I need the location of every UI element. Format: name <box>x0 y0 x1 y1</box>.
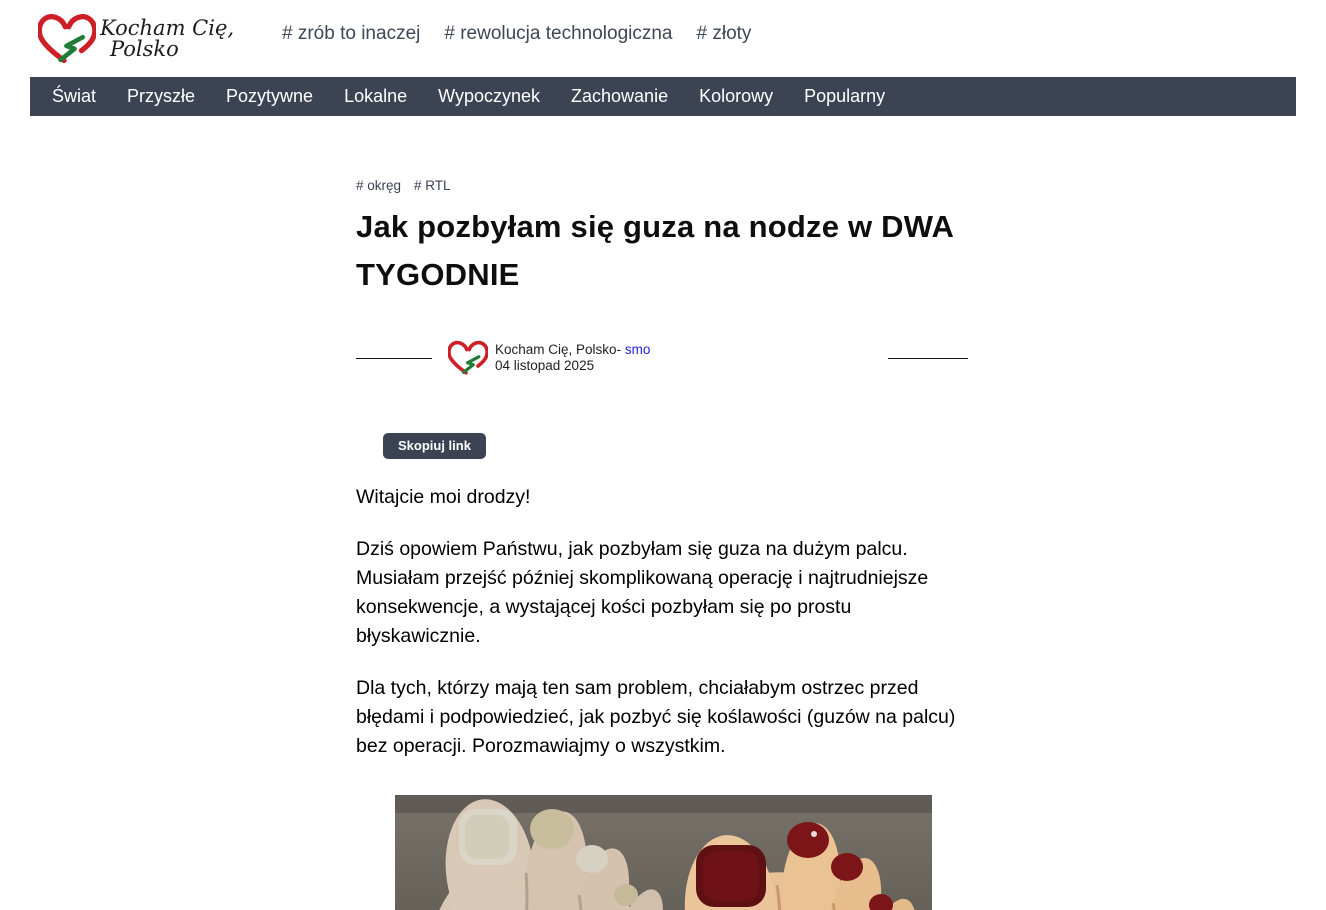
nav-item-pozytywne[interactable]: Pozytywne <box>226 86 314 106</box>
nav-item-wypoczynek[interactable]: Wypoczynek <box>438 86 541 106</box>
header-link-zloty[interactable]: # złoty <box>696 22 752 44</box>
site-header <box>0 0 1326 77</box>
article-body <box>356 483 968 761</box>
author-heart-icon <box>448 339 488 377</box>
header-hashtag-links <box>282 23 751 45</box>
header-link-zrob-to-inaczej[interactable]: # zrób to inaczej <box>282 22 421 44</box>
brand-heart-icon <box>38 12 96 66</box>
author-link[interactable]: smo <box>624 342 651 357</box>
article-photo <box>395 795 932 910</box>
main-navigation <box>30 77 1296 116</box>
article-paragraph: Dziś opowiem Państwu, jak pozbyłam się guza na dużym palcu. Musiałam przejść później skomplikowaną operację i najtrudniejsze konsekwencje, a wystającej kości pozbyłam się po prostu błyskawicznie. <box>356 538 929 647</box>
author-divider-right <box>888 358 968 359</box>
article-paragraph: Dla tych, którzy mają ten sam problem, chciałabym ostrzec przed błędami i podpowiedzieć, jak pozbyć się koślawości (guzów na palcu) bez operacji. Porozmawiajmy o wszystkim. <box>356 677 956 757</box>
nav-item-zachowanie[interactable]: Zachowanie <box>571 86 669 106</box>
tag-okreg[interactable]: # okręg <box>356 178 402 193</box>
brand-name-line2: Polsko <box>110 36 179 61</box>
article <box>356 178 968 910</box>
author-name-line <box>495 342 650 358</box>
site-logo[interactable] <box>38 12 244 66</box>
nav-item-kolorowy[interactable]: Kolorowy <box>699 86 774 106</box>
author-meta <box>495 342 650 374</box>
article-date: 04 listopad 2025 <box>495 358 595 373</box>
article-paragraph: Witajcie moi drodzy! <box>356 486 531 508</box>
article-title: Jak pozbyłam się guza na nodze w DWA TYGODNIE <box>356 209 953 292</box>
author-name: Kocham Cię, Polsko- <box>495 342 622 357</box>
feet-before-after-image <box>395 795 932 910</box>
article-tags <box>356 178 968 193</box>
header-link-rewolucja-technologiczna[interactable]: # rewolucja technologiczna <box>444 22 673 44</box>
author-block <box>356 339 968 377</box>
nav-item-przyszle[interactable]: Przyszłe <box>127 86 196 106</box>
nav-item-swiat[interactable]: Świat <box>52 86 97 106</box>
brand-name <box>100 15 235 61</box>
nav-item-lokalne[interactable]: Lokalne <box>344 86 408 106</box>
author-divider-left <box>356 358 432 359</box>
tag-rtl[interactable]: # RTL <box>414 178 451 193</box>
brand-name-line1: Kocham Cię, <box>100 15 235 40</box>
nav-item-popularny[interactable]: Popularny <box>804 86 886 106</box>
copy-link-button[interactable]: Skopiuj link <box>383 433 486 459</box>
